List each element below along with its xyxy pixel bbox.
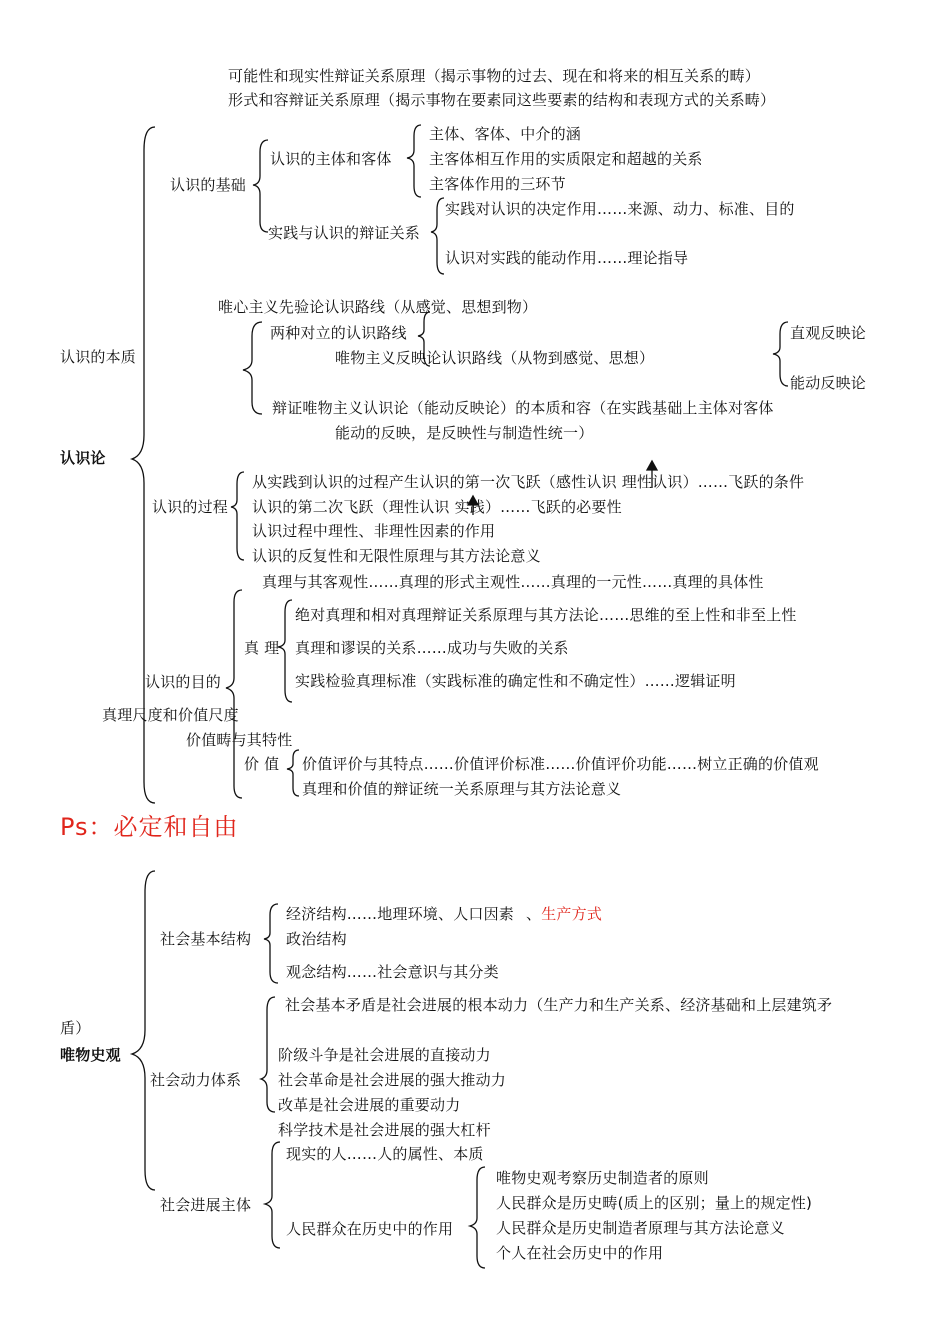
leaf-masses-1: 唯物史观考察历史制造者的原则 bbox=[496, 1169, 709, 1187]
brace-value bbox=[287, 750, 299, 796]
node-social-structure: 社会基本结构 bbox=[160, 930, 252, 948]
brace-subject-object bbox=[407, 125, 421, 197]
leaf-dynamics-2: 社会革命是社会进展的强大推动力 bbox=[278, 1071, 507, 1089]
leaf-dialectical-line2: 能动的反映，是反映性与制造性统一） bbox=[335, 424, 594, 442]
leaf-truth-1: 绝对真理和相对真理辩证关系原理与其方法论……思维的至上性和非至上性 bbox=[295, 606, 797, 624]
leaf-truth-3: 实践检验真理标准（实践标准的确定性和不确定性）……逻辑证明 bbox=[295, 672, 736, 690]
node-social-subject: 社会进展主体 bbox=[160, 1196, 252, 1214]
brace-practice bbox=[431, 198, 444, 274]
brace-masses bbox=[470, 1167, 485, 1268]
brace-routes-outer bbox=[243, 322, 262, 414]
leaf-truth-2: 真理和谬误的关系……成功与失败的关系 bbox=[295, 639, 569, 657]
leaf-subject-object-3: 主客体作用的三环节 bbox=[429, 175, 566, 193]
node-purpose: 认识的目的 bbox=[145, 673, 222, 691]
leaf-masses-2: 人民群众是历史畴(质上的区别；量上的规定性) bbox=[496, 1194, 813, 1212]
node-two-routes: 两种对立的认识路线 bbox=[270, 324, 407, 342]
root-historical-materialism: 唯物史观 bbox=[60, 1046, 121, 1064]
arrow-up-first-leap-head bbox=[647, 461, 657, 470]
node-essence: 认识的本质 bbox=[60, 348, 137, 366]
node-masses-role: 人民群众在历史中的作用 bbox=[286, 1220, 454, 1238]
leaf-process-3: 认识过程中理性、非理性因素的作用 bbox=[252, 522, 496, 540]
brace-truth bbox=[278, 600, 292, 702]
top-line-possibility: 可能性和现实性辩证关系原理（揭示事物的过去、现在和将来的相互关系的畴） bbox=[228, 67, 761, 85]
leaf-dynamics-1: 阶级斗争是社会进展的直接动力 bbox=[278, 1046, 491, 1064]
leaf-truth-heading: 真理与其客观性……真理的形式主观性……真理的一元性……真理的具体性 bbox=[262, 573, 764, 591]
leaf-real-person: 现实的人……人的属性、本质 bbox=[286, 1145, 484, 1163]
leaf-masses-4: 个人在社会历史中的作用 bbox=[496, 1244, 664, 1262]
leaf-idealism-route: 唯心主义先验论认识路线（从感觉、思想到物） bbox=[218, 298, 538, 316]
leaf-subject-object-1: 主体、客体、中介的涵 bbox=[429, 125, 582, 143]
leaf-subject-object-2: 主客体相互作用的实质限定和超越的关系 bbox=[429, 150, 703, 168]
leaf-value-heading: 价值畴与其特性 bbox=[186, 731, 293, 749]
economic-structure-sep: 、 bbox=[526, 905, 542, 923]
leaf-dialectical-line1: 辩证唯物主义认识论（能动反映论）的本质和容（在实践基础上主体对客体 bbox=[272, 399, 774, 417]
node-social-dynamics: 社会动力体系 bbox=[150, 1071, 242, 1089]
leaf-value-2: 真理和价值的辩证统一关系原理与其方法论意义 bbox=[302, 780, 622, 798]
leaf-process-1: 从实践到认识的过程产生认识的第一次飞跃（感性认识 理性认识）……飞跃的条件 bbox=[252, 473, 805, 491]
leaf-dynamics-3: 改革是社会进展的重要动力 bbox=[278, 1096, 461, 1114]
leaf-practice-1: 实践对认识的决定作用……来源、动力、标准、目的 bbox=[445, 200, 795, 218]
leaf-political-structure: 政治结构 bbox=[286, 930, 347, 948]
root-epistemology: 认识论 bbox=[60, 449, 106, 467]
brace-structure bbox=[264, 904, 278, 983]
wrapped-contradiction-tail: 盾） bbox=[60, 1019, 91, 1037]
node-truth: 真 理 bbox=[244, 639, 280, 657]
node-subject-object: 认识的主体和客体 bbox=[270, 150, 392, 168]
brace-epistemology bbox=[132, 127, 155, 803]
leaf-economic-structure bbox=[286, 904, 602, 924]
node-value: 价 值 bbox=[244, 755, 280, 773]
production-mode-text: 生产方式 bbox=[541, 905, 603, 923]
leaf-value-1: 价值评价与其特点……价值评价标准……价值评价功能……树立正确的价值观 bbox=[302, 755, 819, 773]
leaf-active-reflection: 能动反映论 bbox=[790, 374, 867, 392]
brace-process bbox=[231, 472, 244, 560]
node-truth-value-measure: 真理尺度和价值尺度 bbox=[102, 706, 239, 724]
leaf-masses-3: 人民群众是历史制造者原理与其方法论意义 bbox=[496, 1219, 785, 1237]
ps-note: Ps：必定和自由 bbox=[60, 813, 239, 841]
leaf-practice-2: 认识对实践的能动作用……理论指导 bbox=[445, 249, 689, 267]
leaf-process-2: 认识的第二次飞跃（理性认识 实践）……飞跃的必要性 bbox=[252, 498, 622, 516]
leaf-ideological-structure: 观念结构……社会意识与其分类 bbox=[286, 963, 499, 981]
brace-historical bbox=[132, 871, 155, 1190]
node-process: 认识的过程 bbox=[152, 498, 229, 516]
node-practice-relation: 实践与认识的辩证关系 bbox=[268, 224, 421, 242]
leaf-dynamics-4: 科学技术是社会进展的强大杠杆 bbox=[278, 1121, 491, 1139]
leaf-process-4: 认识的反复性和无限性原理与其方法论意义 bbox=[252, 547, 541, 565]
brace-dynamics bbox=[261, 997, 275, 1112]
leaf-materialism-route: 唯物主义反映论认识路线（从物到感觉、思想） bbox=[335, 349, 655, 367]
brace-reflection bbox=[773, 322, 788, 386]
brace-subject bbox=[265, 1142, 280, 1248]
leaf-basic-contradiction: 社会基本矛盾是社会进展的根本动力（生产力和生产关系、经济基础和上层建筑矛 bbox=[285, 996, 833, 1014]
brace-purpose bbox=[226, 590, 242, 798]
leaf-intuitive-reflection: 直观反映论 bbox=[790, 324, 867, 342]
top-line-form-content: 形式和容辩证关系原理（揭示事物在要素同这些要素的结构和表现方式的关系畴） bbox=[228, 91, 776, 109]
brace-basis bbox=[253, 140, 268, 232]
node-basis: 认识的基础 bbox=[170, 176, 247, 194]
economic-structure-text: 经济结构……地理环境、人口因素 bbox=[286, 905, 515, 923]
